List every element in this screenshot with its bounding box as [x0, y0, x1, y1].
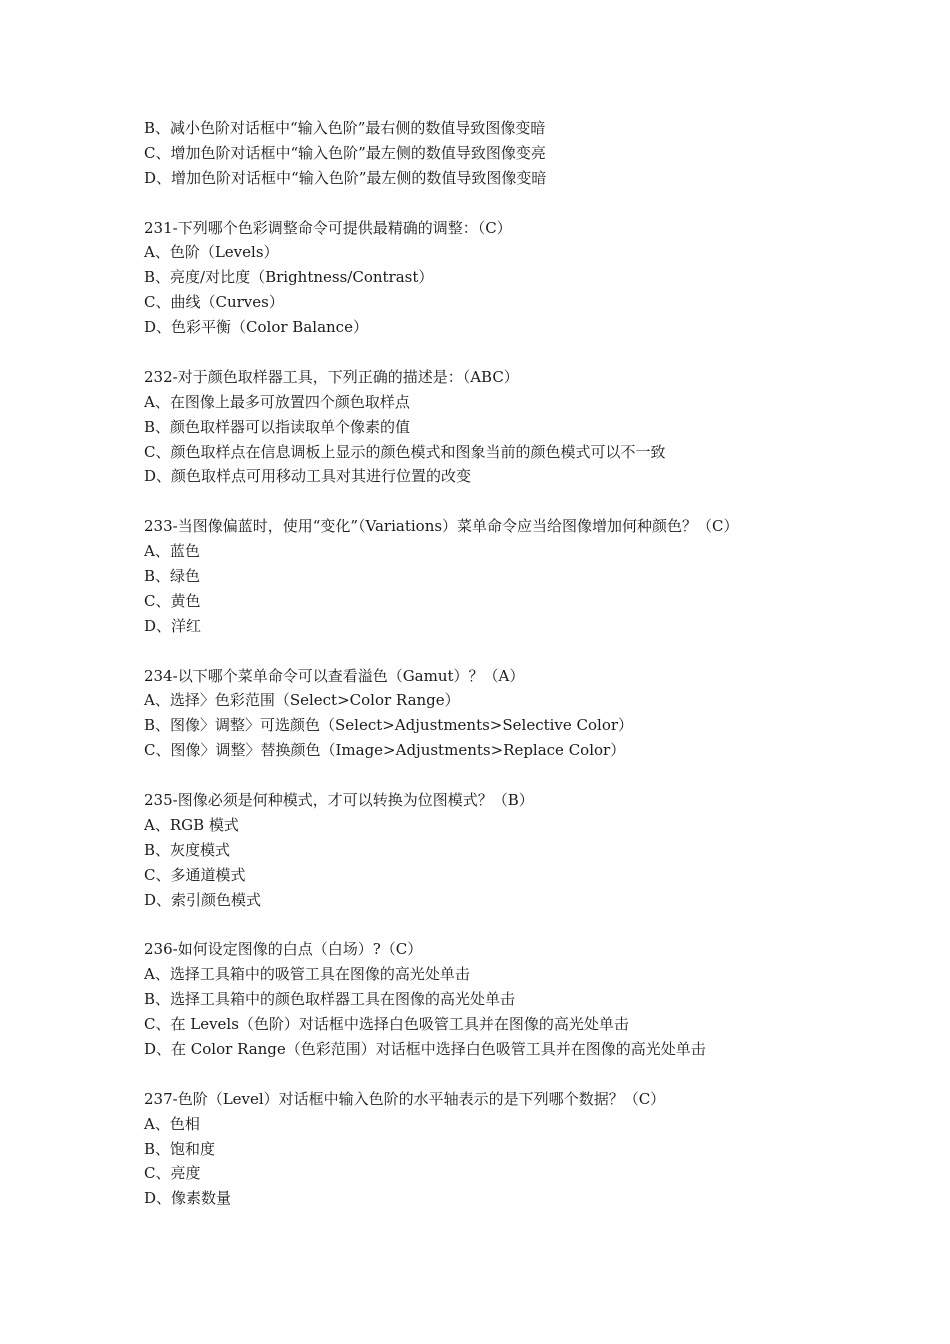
- option-line: A、色相: [144, 1114, 200, 1133]
- option-line: C、颜色取样点在信息调板上显示的颜色模式和图象当前的颜色模式可以不一致: [144, 442, 666, 461]
- option-line: B、图像〉调整〉可选颜色（Select>Adjustments>Selective Color）: [144, 716, 634, 735]
- option-line: B、灰度模式: [144, 840, 231, 859]
- option-line: A、在图像上最多可放置四个颜色取样点: [144, 392, 410, 411]
- option-line: D、在 Color Range（色彩范围）对话框中选择白色吸管工具并在图像的高光处单击: [144, 1039, 706, 1058]
- question-text: 235-图像必须是何种模式，才可以转换为位图模式？（B）: [144, 791, 534, 810]
- option-line: B、饱和度: [144, 1139, 216, 1158]
- option-line: C、多通道模式: [144, 865, 246, 884]
- question-continuation: [144, 116, 924, 191]
- question-235: [144, 788, 924, 912]
- option-line: D、索引颜色模式: [144, 890, 262, 909]
- question-237: [144, 1087, 924, 1211]
- question-text: 232-对于颜色取样器工具，下列正确的描述是：（ABC）: [144, 367, 519, 386]
- option-line: C、黄色: [144, 591, 201, 610]
- question-text: 237-色阶（Level）对话框中输入色阶的水平轴表示的是下列哪个数据？（C）: [144, 1089, 666, 1108]
- question-231: [144, 216, 924, 340]
- question-text: 236-如何设定图像的白点（白场）?（C）: [144, 940, 423, 959]
- option-line: C、在 Levels（色阶）对话框中选择白色吸管工具并在图像的高光处单击: [144, 1015, 629, 1034]
- option-line: B、减小色阶对话框中“输入色阶”最右侧的数值导致图像变暗: [144, 119, 546, 137]
- document-content: [144, 116, 924, 1236]
- option-line: D、洋红: [144, 616, 202, 635]
- option-line: D、像素数量: [144, 1189, 232, 1208]
- option-line: C、亮度: [144, 1164, 201, 1183]
- option-line: A、RGB 模式: [144, 815, 239, 834]
- option-line: D、色彩平衡（Color Balance）: [144, 318, 368, 337]
- option-line: A、选择工具箱中的吸管工具在图像的高光处单击: [144, 965, 470, 984]
- option-line: C、图像〉调整〉替换颜色（Image>Adjustments>Replace Color）: [144, 741, 626, 760]
- question-232: [144, 365, 924, 489]
- option-line: B、选择工具箱中的颜色取样器工具在图像的高光处单击: [144, 990, 516, 1009]
- option-line: D、增加色阶对话框中“输入色阶”最左侧的数值导致图像变暗: [144, 168, 547, 187]
- option-line: A、色阶（Levels）: [144, 243, 279, 262]
- question-234: [144, 664, 924, 764]
- question-236: [144, 937, 924, 1061]
- option-line: B、绿色: [144, 567, 201, 586]
- option-line: B、亮度/对比度（Brightness/Contrast）: [144, 268, 434, 287]
- option-line: A、蓝色: [144, 542, 200, 561]
- option-line: C、曲线（Curves）: [144, 293, 284, 312]
- option-line: C、增加色阶对话框中“输入色阶”最左侧的数值导致图像变亮: [144, 143, 546, 162]
- question-text: 233-当图像偏蓝时，使用“变化”（Variations）菜单命令应当给图像增加何种颜色？（C）: [144, 517, 739, 536]
- option-line: A、选择〉色彩范围（Select>Color Range）: [144, 691, 460, 710]
- option-line: B、颜色取样器可以指读取单个像素的值: [144, 417, 411, 436]
- question-text: 231-下列哪个色彩调整命令可提供最精确的调整：（C）: [144, 218, 512, 237]
- question-233: [144, 514, 924, 638]
- option-line: D、颜色取样点可用移动工具对其进行位置的改变: [144, 467, 472, 486]
- question-text: 234-以下哪个菜单命令可以查看溢色（Gamut）？（A）: [144, 666, 525, 685]
